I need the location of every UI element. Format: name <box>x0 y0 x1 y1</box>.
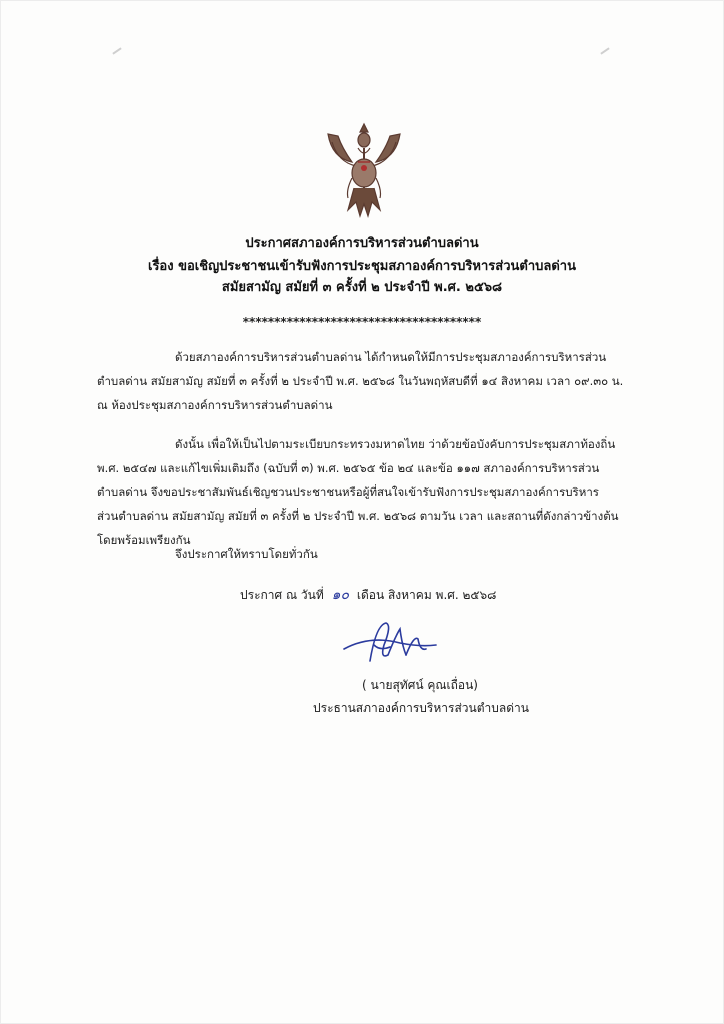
paragraph-line: ดังนั้น เพื่อให้เป็นไปตามระเบียบกระทรวงมหาดไทย ว่าด้วยข้อบังคับการประชุมสภาท้องถิ่น <box>175 437 616 451</box>
signature-icon <box>340 615 440 671</box>
date-month-year: เดือน สิงหาคม พ.ศ. ๒๕๖๘ <box>356 588 497 602</box>
paragraph-3 <box>97 542 639 566</box>
heading-session: สมัยสามัญ สมัยที่ ๓ ครั้งที่ ๒ ประจำปี พ.ศ. ๒๕๖๘ <box>221 280 503 295</box>
signer-title: ประธานสภาองค์การบริหารส่วนตำบลด่าน <box>313 701 529 715</box>
heading-title: ประกาศสภาองค์การบริหารส่วนตำบลด่าน <box>245 236 479 251</box>
heading-subject: เรื่อง ขอเชิญประชาชนเข้ารับฟังการประชุมสภาองค์การบริหารส่วนตำบลด่าน <box>148 259 576 274</box>
separator: ************************************** <box>242 315 482 329</box>
date-prefix: ประกาศ ณ วันที่ <box>240 588 324 602</box>
paper-mark <box>600 47 609 54</box>
signer-name: ( นายสุทัศน์ คุณเถื่อน) <box>362 678 478 692</box>
garuda-emblem-icon <box>318 118 410 222</box>
paragraph-2 <box>97 432 639 552</box>
paragraph-1 <box>97 345 639 417</box>
paragraph-line: ส่วนตำบลด่าน สมัยสามัญ สมัยที่ ๓ ครั้งที่ ๒ ประจำปี พ.ศ. ๒๕๖๘ ตามวัน เวลา และสถานที่ดังกล่าวข้างต้น <box>97 509 619 523</box>
announcement-date <box>240 584 496 606</box>
paper-mark <box>112 47 121 54</box>
date-day-handwritten: ๑๐ <box>331 587 350 603</box>
paragraph-line: ตำบลด่าน จึงขอประชาสัมพันธ์เชิญชวนประชาชนหรือผู้ที่สนใจเข้ารับฟังการประชุมสภาองค์การบริหาร <box>97 485 599 499</box>
paragraph-line: โดยพร้อมเพรียงกัน <box>97 533 191 547</box>
paragraph-line: ณ ห้องประชุมสภาองค์การบริหารส่วนตำบลด่าน <box>97 398 333 412</box>
paragraph-line: ด้วยสภาองค์การบริหารส่วนตำบลด่าน ได้กำหนดให้มีการประชุมสภาองค์การบริหารส่วน <box>175 350 607 364</box>
paragraph-line: พ.ศ. ๒๕๔๗ และแก้ไขเพิ่มเติมถึง (ฉบับที่ ๓) พ.ศ. ๒๕๖๕ ข้อ ๒๔ และข้อ ๑๑๗ สภาองค์การบริหารส่วน <box>97 461 600 475</box>
paragraph-line: ตำบลด่าน สมัยสามัญ สมัยที่ ๓ ครั้งที่ ๒ ประจำปี พ.ศ. ๒๕๖๘ ในวันพฤหัสบดีที่ ๑๔ สิงหาคม เวลา ๐๙.๓๐ น. <box>97 374 624 388</box>
paragraph-line: จึงประกาศให้ทราบโดยทั่วกัน <box>175 547 318 561</box>
